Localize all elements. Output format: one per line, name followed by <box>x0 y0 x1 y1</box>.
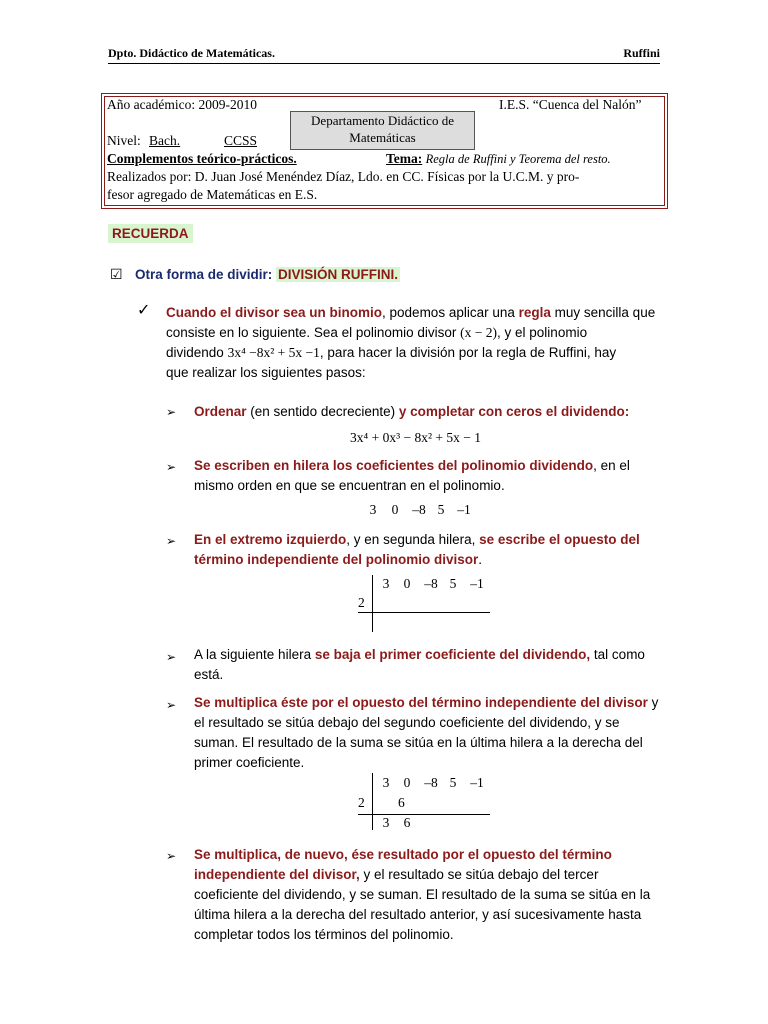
nivel-track: CCSS <box>224 133 258 148</box>
ruffini-2-divisor: 2 <box>358 795 365 810</box>
result-value: 3 <box>382 815 390 830</box>
ordered-polynomial: 3x⁴ + 0x³ − 8x² + 5x − 1 <box>350 430 482 445</box>
step-6-text2: y el resultado se sitúa debajo del tercer <box>359 867 599 882</box>
intro-line4: que realizar los siguientes pasos: <box>166 365 366 380</box>
step-4-bold: se baja el primer coeficiente del dividendo, <box>314 647 591 662</box>
intro-paragraph <box>166 303 666 383</box>
step-6-bold-line2: independiente del divisor, <box>194 867 360 882</box>
coef: 3 <box>382 576 390 591</box>
intro-line2b: , y el polinomio <box>497 325 588 340</box>
step-3-bold: En el extremo izquierdo <box>194 532 347 547</box>
tema-value: Regla de Ruffini y Teorema del resto. <box>425 152 611 166</box>
section-lead: Otra forma de dividir: <box>135 267 273 282</box>
department-box <box>290 111 475 150</box>
intro-text-2: muy sencilla que <box>550 305 656 320</box>
step-6-bold: Se multiplica, de nuevo, ése resultado por el opuesto del término <box>194 847 612 862</box>
intro-line3a: dividendo <box>166 345 228 360</box>
step-3-line2: término independiente del polinomio divisor <box>194 552 479 567</box>
step-4 <box>194 645 645 685</box>
nivel-label: Nivel: <box>107 133 141 148</box>
coef: –1 <box>470 576 484 591</box>
coef: –8 <box>424 775 438 790</box>
intro-line2a: consiste en lo siguiente. Sea el polinomio divisor <box>166 325 461 340</box>
coef: 3 <box>382 775 390 790</box>
step-3-text: , y en segunda hilera, <box>346 532 480 547</box>
ruffini-2-coefficients <box>376 775 492 791</box>
coefficient-row <box>362 502 478 518</box>
result-value: 6 <box>403 815 411 830</box>
nivel-value: Bach. <box>149 133 181 148</box>
tema-label: Tema: <box>386 151 423 166</box>
step-3-bold2: se escribe el opuesto del <box>479 532 640 547</box>
coef: –8 <box>424 576 438 591</box>
step-5-line3: suman. El resultado de la suma se sitúa en la última hilera a la derecha del <box>194 735 643 750</box>
coef: 3 <box>369 502 377 517</box>
arrow-bullet-icon: ➢ <box>166 460 177 474</box>
step-1-bold2: y completar con ceros el dividendo: <box>398 404 630 419</box>
step-4-text: A la siguiente hilera <box>194 647 315 662</box>
author-line-1: Realizados por: D. Juan José Menéndez Díaz, Ldo. en CC. Físicas por la U.C.M. y pro- <box>107 169 580 184</box>
step-5 <box>194 693 658 773</box>
step-1 <box>194 402 629 422</box>
step-5-line4: primer coeficiente. <box>194 755 305 770</box>
step-2-line2: mismo orden en que se encuentran en el polinomio. <box>194 478 505 493</box>
coef: 0 <box>391 502 399 517</box>
coef: 5 <box>449 775 457 790</box>
header-rule <box>108 63 660 64</box>
ruffini-1-divisor: 2 <box>358 595 365 610</box>
ruffini-2-result-row <box>376 815 418 831</box>
coef: –1 <box>457 502 471 517</box>
step-2-bold: Se escriben en hilera los coeficientes del polinomio dividendo <box>194 458 594 473</box>
checkbox-icon: ☑ <box>110 266 123 282</box>
coef: 5 <box>437 502 445 517</box>
department-line2: Matemáticas <box>349 130 416 145</box>
step-4-line2: está. <box>194 667 224 682</box>
ruffini-2-product: 6 <box>398 795 405 810</box>
step-6 <box>194 845 650 945</box>
step-3-line2-end: . <box>478 552 483 567</box>
ruffini-1-coefficients <box>376 576 492 592</box>
arrow-bullet-icon: ➢ <box>166 534 177 548</box>
checkmark-icon: ✓ <box>137 302 151 319</box>
step-6-line5: completar todos los términos del polinomio. <box>194 927 454 942</box>
step-2 <box>194 456 630 496</box>
step-1-bold: Ordenar <box>194 404 247 419</box>
intro-bold-2: regla <box>518 305 551 320</box>
department-line1: Departamento Didáctico de <box>311 113 454 128</box>
step-4-text2: tal como <box>590 647 645 662</box>
page-header <box>108 46 660 61</box>
academic-year: Año académico: 2009-2010 <box>107 97 257 112</box>
coef: –1 <box>470 775 484 790</box>
step-6-line3: coeficiente del dividendo, y se suman. El resultado de la suma se sitúa en la <box>194 887 651 902</box>
ruffini-2-vertical-rule <box>372 773 373 830</box>
step-3 <box>194 530 640 570</box>
coef: –8 <box>412 502 426 517</box>
ruffini-1-horizontal-rule <box>358 612 490 613</box>
arrow-bullet-icon: ➢ <box>166 849 177 863</box>
intro-text-1: , podemos aplicar una <box>382 305 519 320</box>
coef: 0 <box>403 576 411 591</box>
header-right: Ruffini <box>623 46 660 60</box>
author-line-2: fesor agregado de Matemáticas en E.S. <box>107 187 318 202</box>
section-title: DIVISIÓN RUFFINI. <box>278 267 399 282</box>
arrow-bullet-icon: ➢ <box>166 650 177 664</box>
step-5-bold: Se multiplica éste por el opuesto del término independiente del divisor <box>194 695 648 710</box>
step-2-text: , en el <box>593 458 630 473</box>
divisor-expr: (x − 2) <box>460 325 498 340</box>
recuerda-heading: RECUERDA <box>108 224 193 243</box>
intro-line3b: , para hacer la división por la regla de Ruffini, hay <box>319 345 617 360</box>
dividend-expr: 3x⁴ −8x² + 5x −1 <box>227 345 320 360</box>
step-5-text: y <box>647 695 659 710</box>
step-5-line2: el resultado se sitúa debajo del segundo coeficiente del dividendo, y se <box>194 715 620 730</box>
coef: 5 <box>449 576 457 591</box>
arrow-bullet-icon: ➢ <box>166 405 177 419</box>
arrow-bullet-icon: ➢ <box>166 698 177 712</box>
header-left: Dpto. Didáctico de Matemáticas. <box>108 46 275 60</box>
complementos-title: Complementos teórico-prácticos. <box>107 151 297 166</box>
step-6-line4: última hilera a la derecha del resultado anterior, y así sucesivamente hasta <box>194 907 642 922</box>
coef: 0 <box>403 775 411 790</box>
school-name: I.E.S. “Cuenca del Nalón” <box>499 97 642 112</box>
step-1-text: (en sentido decreciente) <box>246 404 399 419</box>
intro-bold-1: Cuando el divisor sea un binomio <box>166 305 383 320</box>
